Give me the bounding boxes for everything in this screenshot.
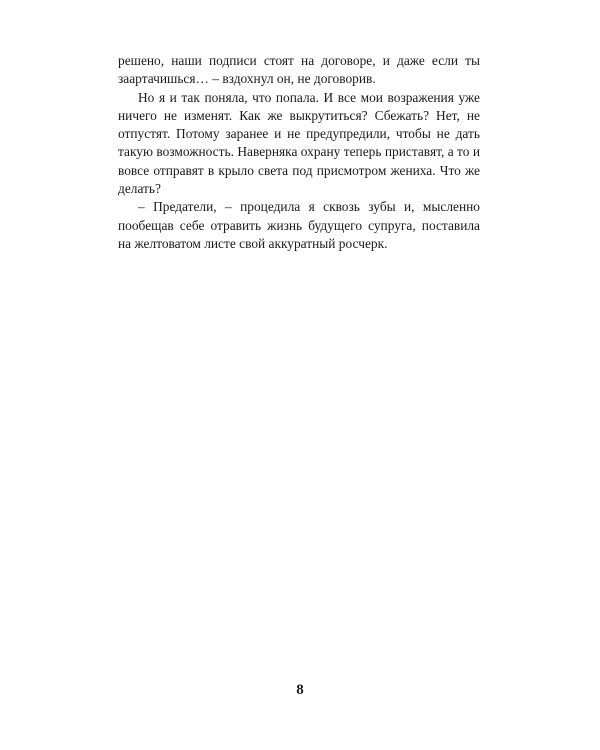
page-number: 8 [296,682,304,698]
body-text [118,52,480,253]
paragraph-3: – Предатели, – процедила я сквозь зубы и, мысленно пообещав себе отравить жизнь будущего супруга, поставила на желтоватом листе свой аккуратный росчерк. [118,199,480,251]
paragraph-2: Но я и так поняла, что попала. И все мои возражения уже ничего не изменят. Как же выкрутиться? Сбежать? Нет, не отпустят. Потому заранее и не предупредили, чтобы не дать такую возможность. Наверняка охрану теперь приставят, а то и вовсе отправят в крыло света под присмотром жениха. Что же делать? [118,89,480,197]
paragraph-1: решено, наши подписи стоят на договоре, и даже если ты заартачишься… – вздохнул он, не договорив. [118,53,480,87]
